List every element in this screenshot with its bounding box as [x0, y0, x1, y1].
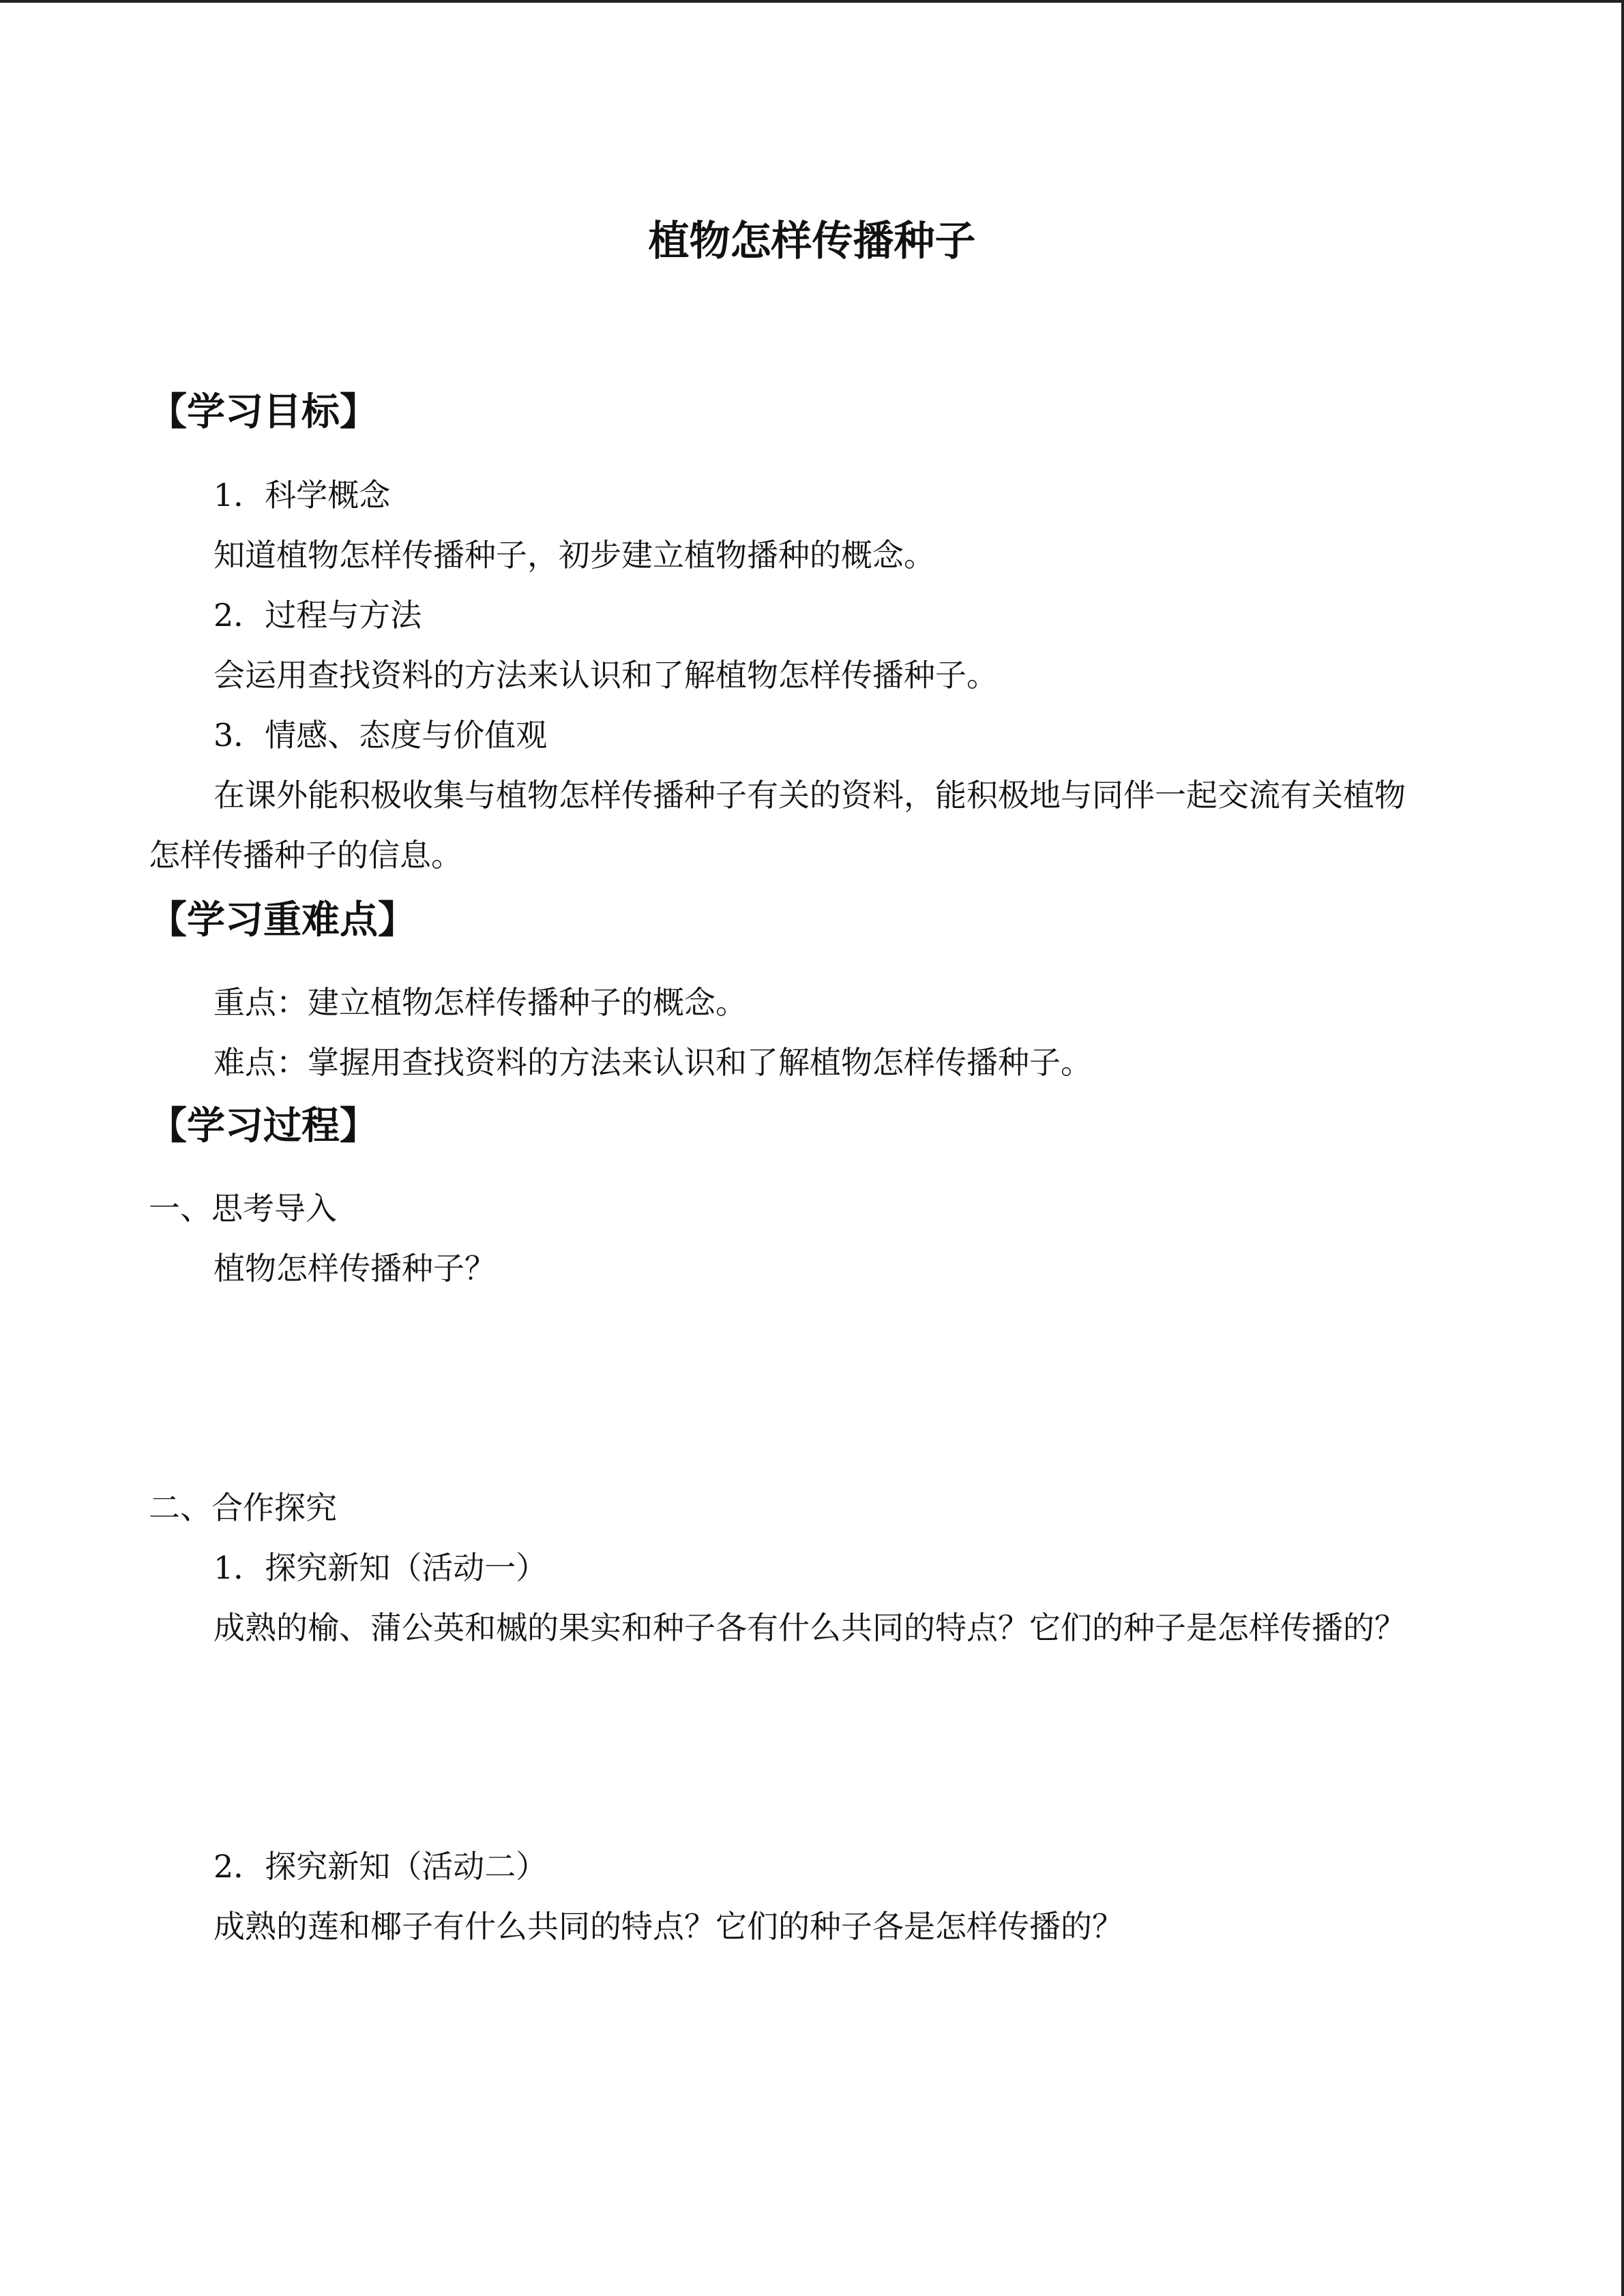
key-point-difficulty: 难点：掌握用查找资料的方法来认识和了解植物怎样传播种子。 — [213, 1044, 1092, 1081]
objective-2-heading: 2．过程与方法 — [213, 597, 422, 633]
activity-1-heading: 1．探究新知（活动一） — [213, 1549, 548, 1586]
process-part1-heading: 一、思考导入 — [149, 1190, 337, 1227]
objective-3-text-line1: 在课外能积极收集与植物怎样传播种子有关的资料，能积极地与同伴一起交流有关植物 — [213, 777, 1406, 814]
process-part1-question: 植物怎样传播种子？ — [213, 1250, 496, 1287]
key-point-focus: 重点：建立植物怎样传播种子的概念。 — [213, 984, 747, 1021]
objective-3-heading: 3．情感、态度与价值观 — [213, 717, 548, 754]
section-heading-objectives: 【学习目标】 — [149, 390, 378, 434]
objective-2-text: 会运用查找资料的方法来认识和了解植物怎样传播种子。 — [213, 657, 998, 694]
process-part2-heading: 二、合作探究 — [149, 1489, 337, 1526]
section-heading-key-points: 【学习重难点】 — [149, 898, 416, 942]
objective-1-text: 知道植物怎样传播种子，初步建立植物播种的概念。 — [213, 537, 935, 573]
objective-1-heading: 1．科学概念 — [213, 477, 391, 513]
activity-1-question: 成熟的榆、蒲公英和槭的果实和种子各有什么共同的特点？它们的种子是怎样传播的？ — [213, 1609, 1406, 1646]
section-heading-process: 【学习过程】 — [149, 1104, 378, 1148]
activity-2-heading: 2．探究新知（活动二） — [213, 1848, 548, 1885]
activity-2-question: 成熟的莲和椰子有什么共同的特点？它们的种子各是怎样传播的？ — [213, 1908, 1123, 1945]
document-title: 植物怎样传播种子 — [648, 218, 976, 265]
objective-3-text-line2: 怎样传播种子的信息。 — [149, 837, 462, 874]
